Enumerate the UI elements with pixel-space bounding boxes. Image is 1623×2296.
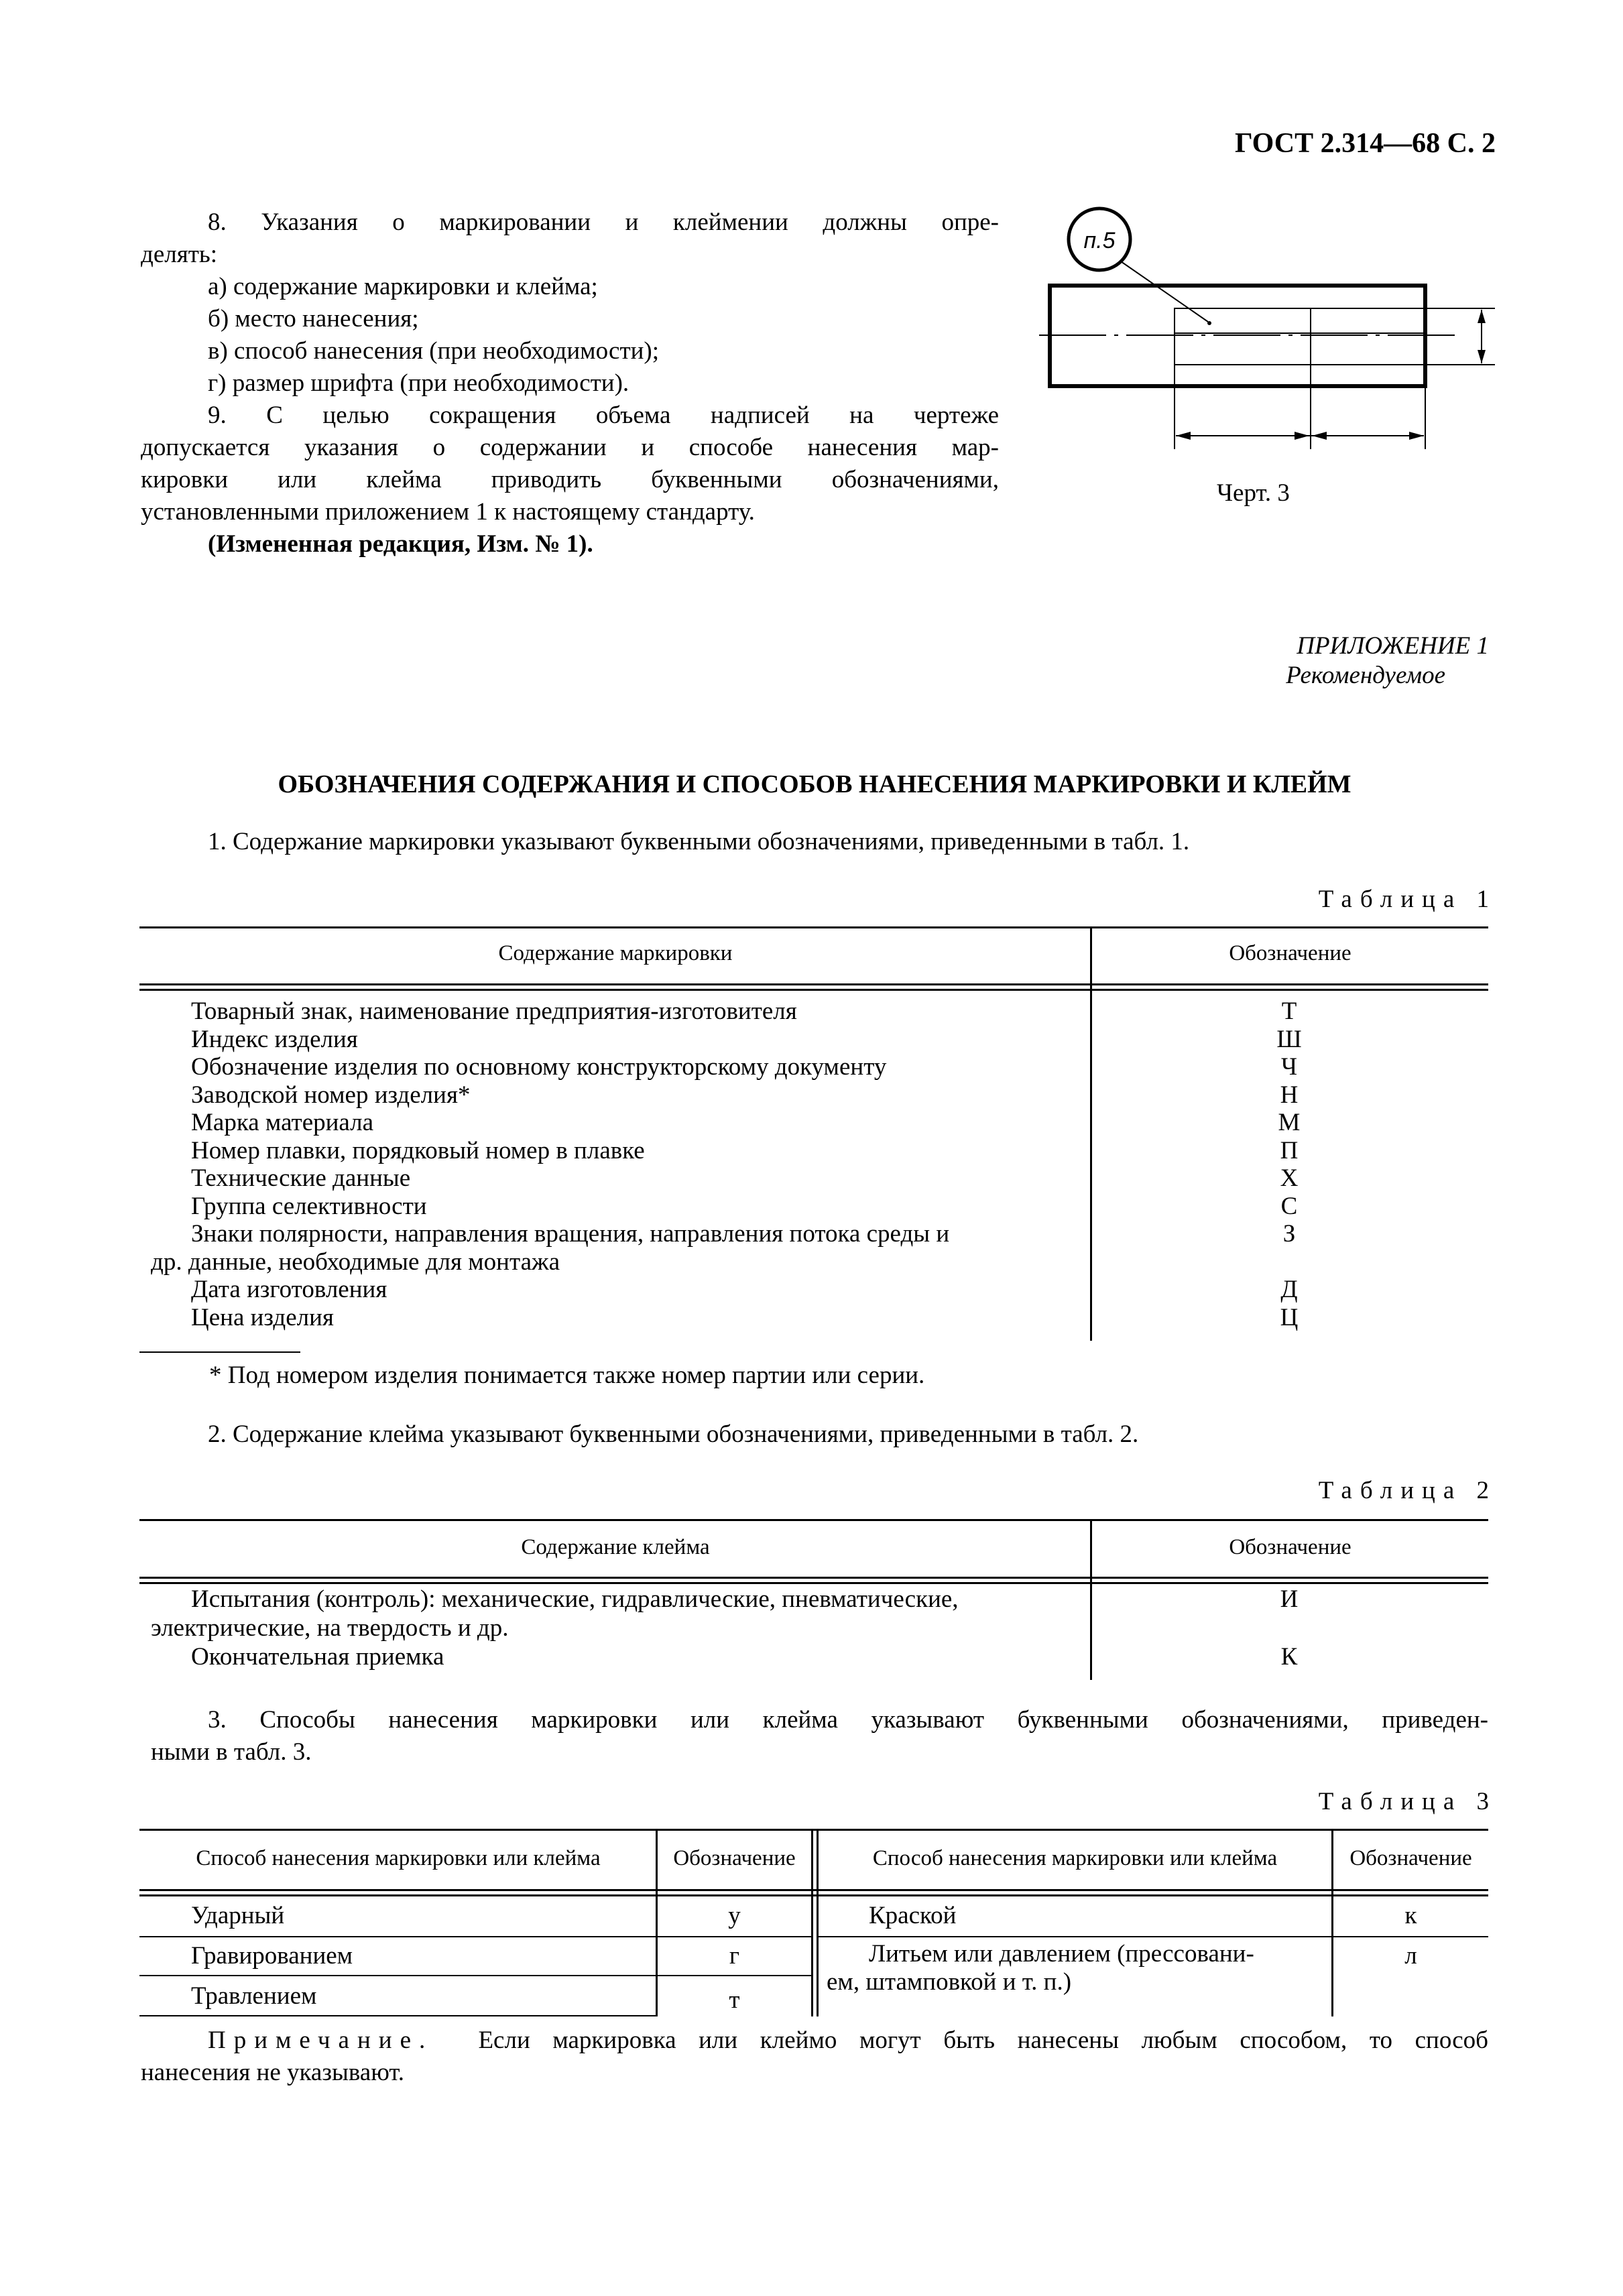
p8-line1: 8. Указания о маркировании и клеймении должны опре- (208, 208, 999, 236)
top-section (141, 206, 999, 560)
table-cell-code: л (1404, 1942, 1417, 1970)
p3-line2: ными в табл. 3. (151, 1738, 312, 1766)
table-cell-code: г (729, 1942, 740, 1970)
note-line1 (141, 2025, 1488, 2057)
table2-col2-header: Обозначение (1229, 1535, 1351, 1559)
table3-right-row2-line1: Литьем или давлением (прессовани- (869, 1940, 1254, 1968)
table-row: Товарный знак, наименование предприятия-изготовителя Т (191, 998, 1297, 1025)
table-row: Окончательная приемка К (191, 1643, 1298, 1671)
paragraph-3 (141, 1704, 1488, 1768)
table-row: Индекс изделия Ш (191, 1025, 1302, 1053)
table-row: Испытания (контроль): механические, гидравлические, пневматические, И (191, 1585, 1299, 1613)
table-cell-code: к (1404, 1902, 1417, 1929)
note (141, 2025, 1488, 2089)
table3-col2-header: Обозначение (673, 1846, 796, 1870)
table-row: Ударный (191, 1902, 285, 1929)
table1-col1-header: Содержание маркировки (498, 941, 733, 965)
drawing-caption: Черт. 3 (1217, 479, 1290, 507)
p9-line4: установленными приложением 1 к настоящему стандарту. (141, 498, 755, 526)
table-row: Знаки полярности, направления вращения, направления потока среды и З (191, 1220, 1296, 1248)
amendment-note: (Измененная редакция, Изм. № 1). (208, 530, 593, 558)
appendix-subtitle: Рекомендуемое (1286, 662, 1445, 689)
table-row: Травлением (191, 1982, 317, 2010)
drawing-3 (1026, 201, 1508, 523)
table3-caption: Таблица 3 (1318, 1788, 1497, 1815)
table2-col1-header: Содержание клейма (521, 1535, 710, 1559)
appendix-title: ПРИЛОЖЕНИЕ 1 (1297, 632, 1489, 660)
item-a: а) содержание маркировки и клейма; (208, 273, 598, 300)
table-row-continuation: электрические, на твердость и др. (151, 1614, 509, 1642)
page-header: ГОСТ 2.314—68 С. 2 (1234, 128, 1496, 159)
table3-col3-header: Способ нанесения маркировки или клейма (872, 1846, 1278, 1870)
appendix-heading: ОБОЗНАЧЕНИЯ СОДЕРЖАНИЯ И СПОСОБОВ НАНЕСЕНИЯ МАРКИРОВКИ И КЛЕЙМ (278, 770, 1351, 798)
table-row: Обозначение изделия по основному конструкторскому документу Ч (191, 1053, 1298, 1081)
table-row: Заводской номер изделия* Н (191, 1081, 1299, 1109)
table-row: Цена изделия Ц (191, 1303, 1299, 1331)
table2-caption: Таблица 2 (1318, 1477, 1497, 1504)
p9-line2: допускается указания о содержании и способе нанесения мар- (141, 434, 999, 461)
table1-caption: Таблица 1 (1318, 886, 1497, 913)
table-row: Марка материала М (191, 1109, 1301, 1136)
table3-col4-header: Обозначение (1349, 1846, 1472, 1870)
table3-col1-header: Способ нанесения маркировки или клейма (196, 1846, 601, 1870)
table-row: Группа селективности С (191, 1192, 1298, 1220)
p8-line2: делять: (141, 241, 218, 268)
table-row: Краской (869, 1902, 957, 1929)
table-row: Технические данные Х (191, 1164, 1299, 1192)
table-row: Дата изготовления Д (191, 1276, 1298, 1303)
paragraph-2: 2. Содержание клейма указывают буквенными обозначениями, приведенными в табл. 2. (208, 1421, 1139, 1448)
callout-label: п.5 (1083, 228, 1116, 253)
table2-body (141, 1585, 1488, 1671)
item-g: г) размер шрифта (при необходимости). (208, 369, 629, 397)
footnote: * Под номером изделия понимается также номер партии или серии. (209, 1362, 925, 1389)
table1-body (141, 998, 1488, 1331)
note-text: Если маркировка или клеймо могут быть нанесены любым способом, то способ (478, 2027, 1488, 2054)
table-cell-code: у (728, 1902, 741, 1929)
note-line2: нанесения не указывают. (141, 2059, 405, 2086)
table3-right-row2-line2: ем, штамповкой и т. п.) (827, 1968, 1072, 1996)
item-b: б) место нанесения; (208, 305, 419, 333)
table-row-continuation: др. данные, необходимые для монтажа (151, 1248, 560, 1276)
item-v: в) способ нанесения (при необходимости); (208, 337, 660, 365)
table-row: Гравированием (191, 1942, 353, 1970)
table-cell-code: т (729, 1986, 740, 2014)
p9-line1: 9. С целью сокращения объема надписей на чертеже (208, 402, 999, 429)
paragraph-1: 1. Содержание маркировки указывают буквенными обозначениями, приведенными в табл. 1. (208, 828, 1190, 855)
table1-col2-header: Обозначение (1229, 941, 1351, 965)
table-row: Номер плавки, порядковый номер в плавке П (191, 1136, 1299, 1164)
p9-line3: кировки или клейма приводить буквенными обозначениями, (141, 466, 999, 493)
p3-line1: 3. Способы нанесения маркировки или клейма указывают буквенными обозначениями, приведен- (208, 1706, 1488, 1734)
table-row (819, 1940, 1331, 1996)
note-label: Примечание. (208, 2027, 434, 2054)
